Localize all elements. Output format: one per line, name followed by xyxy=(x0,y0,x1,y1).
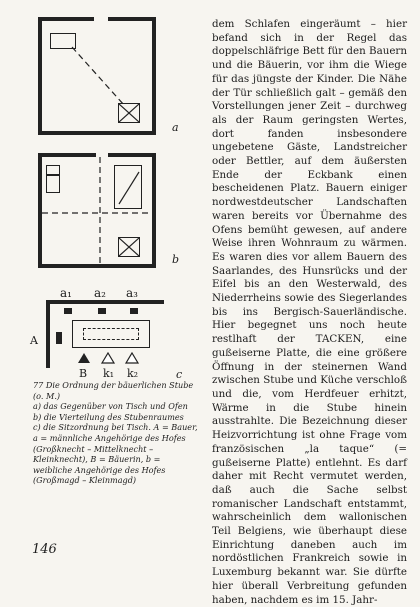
label-k1: k₁ xyxy=(103,367,115,380)
room-quadrant-lines xyxy=(38,153,156,268)
seat-a3 xyxy=(130,308,138,314)
table-stove-link xyxy=(38,17,156,135)
caption-line: c) die Sitzordnung bei Tisch. A = Bauer, a = männliche Angehörige des Hofes (Großknecht – Mittelknecht – Kleinknecht), B = Bäuerin, b = weibliche Angehörige des Hofes (Großmagd – Kleinmagd) xyxy=(33,422,198,486)
figure-c xyxy=(28,286,200,386)
label-a3: a₃ xyxy=(126,286,138,300)
seat-A xyxy=(56,332,62,344)
figure-a xyxy=(38,17,198,142)
table-c xyxy=(72,320,150,348)
table-inner xyxy=(83,328,139,340)
body-text-column xyxy=(212,18,407,607)
figure-a-letter: a xyxy=(172,121,179,134)
page-number: 146 xyxy=(32,542,57,557)
caption-line: b) die Vierteilung des Stubenraumes xyxy=(33,411,184,422)
label-k2: k₂ xyxy=(127,367,139,380)
seats-bottom xyxy=(72,352,152,364)
seat-a1 xyxy=(64,308,72,314)
wall-left xyxy=(46,300,50,368)
figure-c-letter: c xyxy=(176,368,183,381)
figure-b-letter: b xyxy=(172,253,180,266)
body-paragraph: dem Schlafen eingeräumt – hier befand sich in der Regel das doppelschläfrige Bett für den Bauern und die Bäuerin, vor ihm die Wiege für das jüngste der Kinder. Die Nähe der Tür schließlich galt – gemäß den Vorstellungen jener Zeit – durchweg als der Raum geringsten Wertes, dort fanden insbesondere ungebetene Gäste, Landstreicher oder Bettler, auf dem äußersten Ende der Eckbank einen bescheidenen Platz. Bauern einiger nordwestdeutscher Landschaften waren bereits vor Übernahme des Ofens bemüht gewesen, auf andere Weise ihren Wohnraum zu wärmen. Es waren dies vor allem Bauern des Saarlandes, des Hunsrücks und der Eifel bis an den Westerwald, des Niederrheins sowie des Siegerlandes bis ins Bergisch-Sauerländische. Hier begegnet uns noch heute restlhaft der TACKEN, eine gußeiserne Platte, die eine größere Öffnung in der steinernen Wand zwischen Stube und Küche verschloß und die, vom Herdfeuer erhitzt, Wärme in die Stube hinein ausstrahlte. Die Bezeichnung dieser Heizvorrichtung ist ohne Frage vom französischen „la taque“ (= gußeiserne Platte) entlehnt. Es darf daher mit Recht vermutet werden, daß auch die Sache selbst romanischer Landschaft entstammt, wahrscheinlich dem wallonischen Teil Belgiens, wie überhaupt diese Einrichtung daneben auch im nordöstlichen Frankreich sowie in Luxemburg bekannt war. Sie dürfte hier überall Verbreitung gefunden haben, nachdem es im 15. Jahr- xyxy=(212,18,407,606)
label-a2: a₂ xyxy=(94,286,106,300)
caption-line: a) das Gegenüber von Tisch und Ofen xyxy=(33,401,188,412)
label-B: B xyxy=(79,367,88,380)
figure-b xyxy=(38,153,198,278)
figure-caption xyxy=(33,380,201,486)
wall-top xyxy=(46,300,164,304)
label-a1: a₁ xyxy=(60,286,72,300)
label-A: A xyxy=(30,334,38,347)
seat-a2 xyxy=(98,308,106,314)
caption-line: 77 Die Ordnung der bäuerlichen Stube (o. M.) xyxy=(33,380,194,401)
